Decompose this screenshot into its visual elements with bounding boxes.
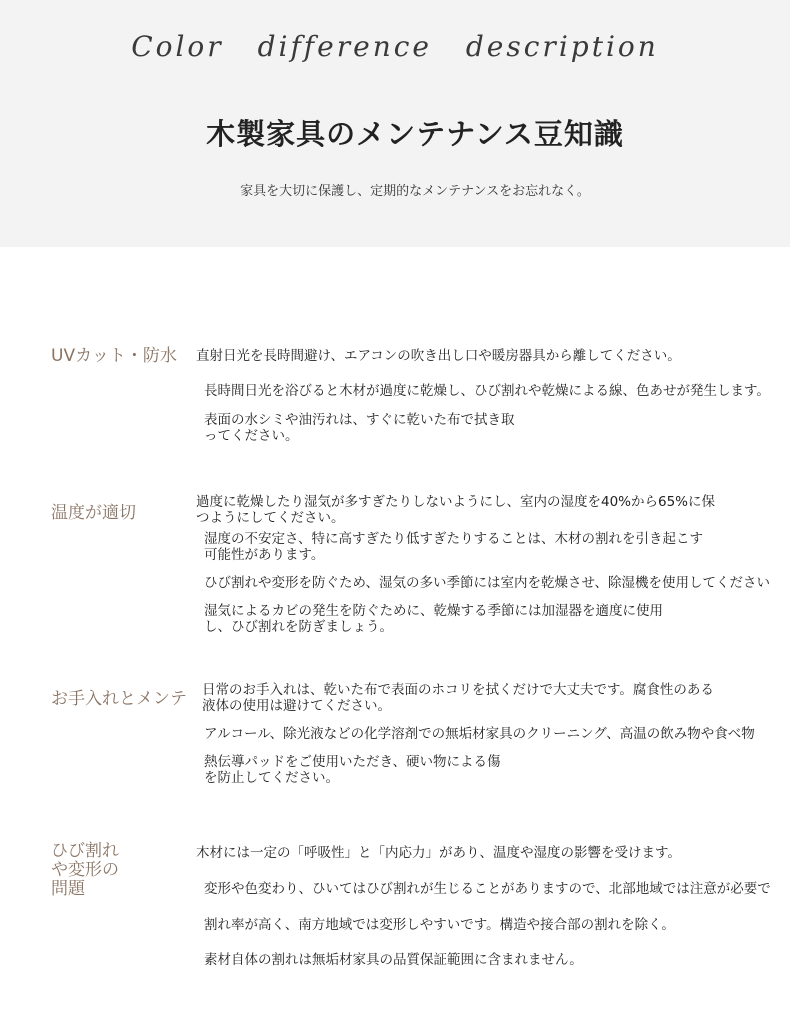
- section-text: 長時間日光を浴びると木材が過度に乾燥し、ひび割れや乾燥による線、色あせが発生します。: [204, 383, 770, 399]
- section-lead-uv: 直射日光を長時間避け、エアコンの吹き出し口や暖房器具から離してください。: [196, 348, 681, 364]
- script-title: Color difference description: [131, 30, 659, 63]
- section-label-cracks: ひび割れ や変形の 問題: [51, 841, 119, 899]
- section-text: 割れ率が高く、南方地域では変形しやすいです。構造や接合部の割れを除く。: [204, 917, 675, 933]
- section-label-uv: UVカット・防水: [51, 346, 177, 366]
- section-lead-cracks: 木材には一定の「呼吸性」と「内応力」があり、温度や湿度の影響を受けます。: [196, 845, 681, 861]
- section-text: 変形や色変わり、ひいてはひび割れが生じることがありますので、北部地域では注意が必要で: [204, 881, 771, 897]
- section-lead-care: 日常のお手入れは、乾いた布で表面のホコリを拭くだけで大丈夫です。腐食性のある 液体の使用は避けてください。: [202, 682, 714, 714]
- section-text: 湿度の不安定さ、特に高すぎたり低すぎたりすることは、木材の割れを引き起こす 可能性があります。: [204, 531, 703, 563]
- section-text: アルコール、除光液などの化学溶剤での無垢材家具のクリーニング、高温の飲み物や食べ物: [204, 726, 755, 742]
- section-text: 素材自体の割れは無垢材家具の品質保証範囲に含まれません。: [204, 952, 583, 968]
- page-title: 木製家具のメンテナンス豆知識: [206, 117, 624, 151]
- section-label-temperature: 温度が適切: [51, 503, 136, 523]
- section-label-care: お手入れとメンテ: [51, 689, 187, 709]
- section-text: 熱伝導パッドをご使用いただき、硬い物による傷 を防止してください。: [204, 754, 501, 786]
- page-subtitle: 家具を大切に保護し、定期的なメンテナンスをお忘れなく。: [240, 184, 590, 199]
- section-text: ひび割れや変形を防ぐため、湿気の多い季節には室内を乾燥させ、除湿機を使用してください: [204, 575, 771, 591]
- section-text: 表面の水シミや油汚れは、すぐに乾いた布で拭き取 ってください。: [204, 412, 515, 444]
- section-lead-temperature: 過度に乾燥したり湿気が多すぎたりしないようにし、室内の湿度を40%から65%に保 つようにしてください。: [196, 494, 716, 526]
- section-text: 湿気によるカビの発生を防ぐために、乾燥する季節には加湿器を適度に使用 し、ひび割れを防ぎましょう。: [204, 603, 663, 635]
